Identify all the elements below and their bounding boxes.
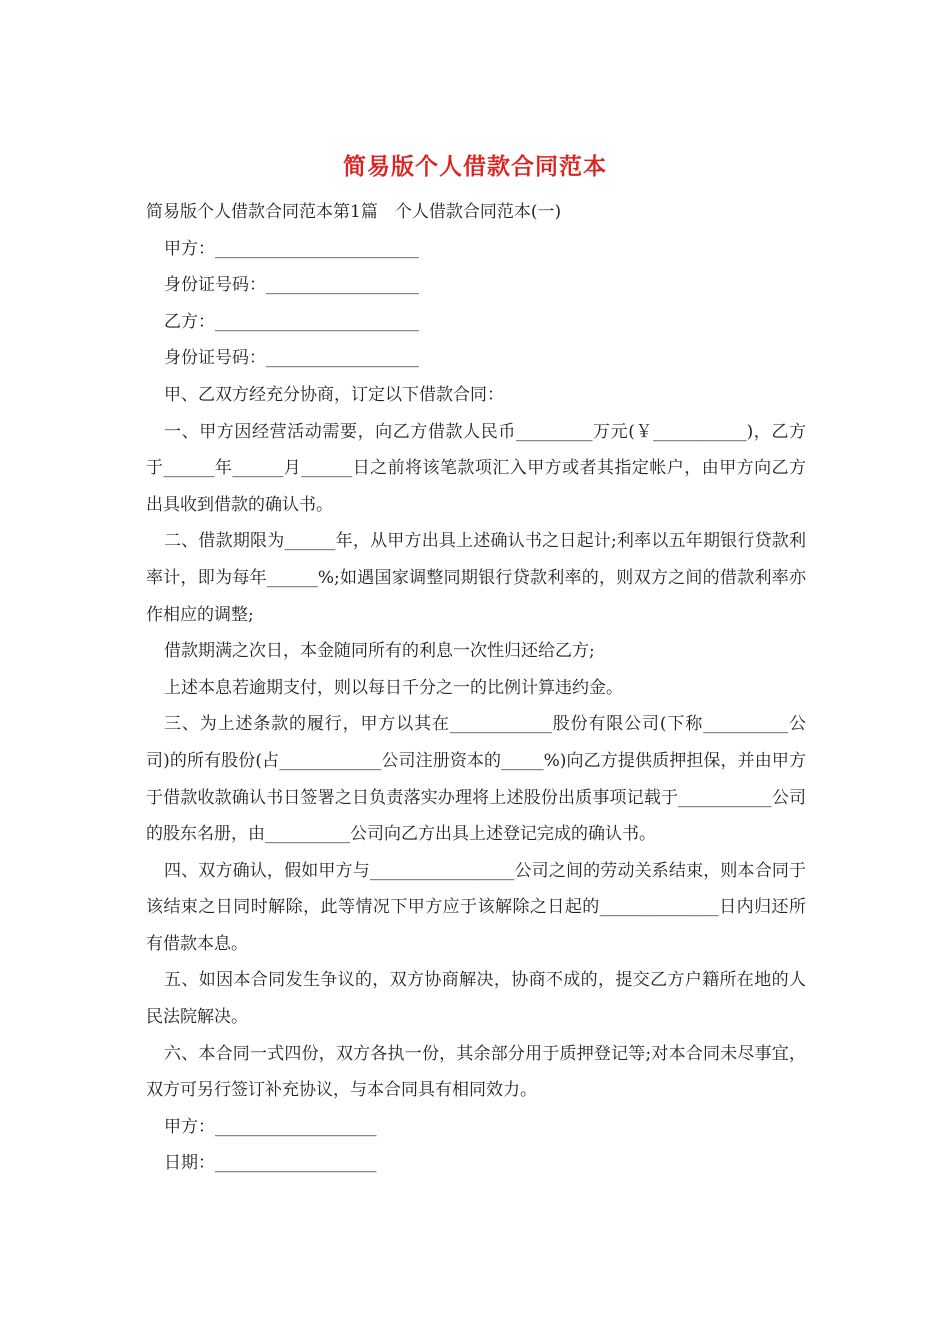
paragraph-intro: 甲、乙双方经充分协商，订定以下借款合同： (164, 384, 504, 405)
party-b-blank: ________________________ (215, 311, 419, 332)
signature-party-a-label: 甲方： (164, 1116, 215, 1137)
party-a-id-blank: __________________ (266, 275, 419, 296)
paragraph-clause-1: 一、甲方因经营活动需要，向乙方借款人民币_________万元(￥___________)，乙方于______年______月______日之前将该笔款项汇入甲方或者其指定帐户，由甲方向乙方出具收到借款的确认书。 (146, 421, 806, 515)
signature-party-a-field (146, 1109, 806, 1146)
paragraph-clause-2: 二、借款期限为______年，从甲方出具上述确认书之日起计;利率以五年期银行贷款利率计，即为每年______%;如遇国家调整同期银行贷款利率的，则双方之间的借款利率亦作相应的调整; (146, 531, 806, 625)
signature-party-a-blank: ___________________ (215, 1116, 377, 1137)
party-b-id-label: 身份证号码： (164, 348, 266, 369)
paragraph-penalty: 上述本息若逾期支付，则以每日千分之一的比例计算违约金。 (164, 677, 623, 698)
paragraph-repayment: 借款期满之次日，本金随同所有的利息一次性归还给乙方; (164, 641, 595, 662)
document-body (146, 194, 806, 1182)
party-b-field (146, 304, 806, 341)
paragraph-clause-5: 五、如因本合同发生争议的，双方协商解决，协商不成的，提交乙方户籍所在地的人民法院解决。 (146, 970, 806, 1028)
party-a-label: 甲方： (164, 238, 215, 259)
signature-date-blank: ___________________ (215, 1153, 377, 1174)
party-a-field (146, 231, 806, 268)
party-a-blank: ________________________ (215, 238, 419, 259)
party-b-id-blank: __________________ (266, 348, 419, 369)
paragraph-clause-3: 三、为上述条款的履行，甲方以其在____________股份有限公司(下称__________公司)的所有股份(占____________公司注册资本的_____%)向乙方提供质押担保，并由甲方于借款收款确认书日签署之日负责落实办理将上述股份出质事项记载于___________公司的股东名册，由__________公司向乙方出具上述登记完成的确认书。 (146, 714, 806, 845)
signature-date-label: 日期： (164, 1153, 215, 1174)
paragraph-clause-6: 六、本合同一式四份，双方各执一份，其余部分用于质押登记等;对本合同未尽事宜，双方可另行签订补充协议，与本合同具有相同效力。 (146, 1043, 806, 1101)
party-b-label: 乙方： (164, 311, 215, 332)
paragraph-clause-4: 四、双方确认，假如甲方与_________________公司之间的劳动关系结束，则本合同于该结束之日同时解除，此等情况下甲方应于该解除之日起的______________日内归还所有借款本息。 (146, 860, 806, 954)
document-title: 简易版个人借款合同范本 (343, 153, 607, 180)
party-a-id-field (146, 267, 806, 304)
party-a-id-label: 身份证号码： (164, 275, 266, 296)
signature-date-field (146, 1145, 806, 1182)
document-subtitle: 简易版个人借款合同范本第1篇 个人借款合同范本(一) (146, 202, 562, 222)
party-b-id-field (146, 340, 806, 377)
